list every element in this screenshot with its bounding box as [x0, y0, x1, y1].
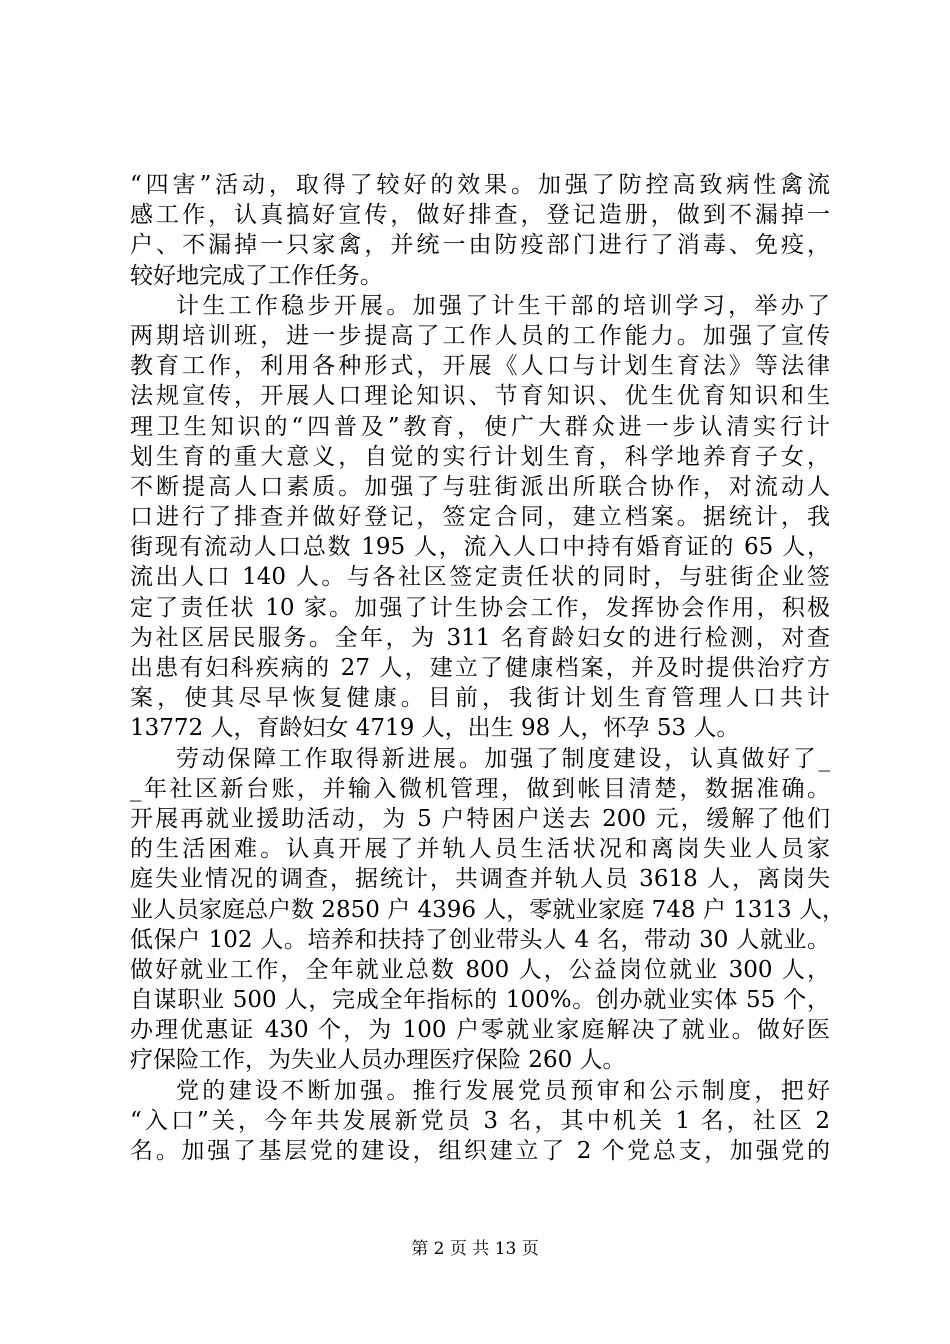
text-line: 户、不漏掉一只家禽，并统一由防疫部门进行了消毒、免疫， — [130, 232, 830, 259]
text-line: 口进行了排查并做好登记，签定合同，建立档案。据统计，我 — [130, 504, 830, 531]
text-line: 业人员家庭总户数 2850 户 4396 人，零就业家庭 748 户 1313 人， — [130, 896, 845, 923]
text-line: 出患有妇科疾病的 27 人，建立了健康档案，并及时提供治疗方 — [130, 655, 830, 681]
text-line: 不断提高人口素质。加强了与驻街派出所联合协作，对流动人 — [130, 473, 830, 500]
text-line: 庭失业情况的调查，据统计，共调查并轨人员 3618 人，离岗失 — [130, 866, 830, 893]
text-line: 较好地完成了工作任务。 — [130, 262, 383, 289]
text-line: 13772 人，育龄妇女 4719 人，出生 98 人，怀孕 53 人。 — [130, 715, 740, 742]
text-line: 流出人口 140 人。与各社区签定责任状的同时，与驻街企业签 — [130, 564, 830, 591]
paragraph-start-line: 党的建设不断加强。推行发展党员预审和公示制度，把好 — [176, 1077, 830, 1104]
text-line: 划生育的重大意义，自觉的实行计划生育，科学地养育子女， — [130, 443, 830, 470]
text-line: 低保户 102 人。培养和扶持了创业带头人 4 名，带动 30 人就业。 — [130, 926, 830, 953]
text-line: “入口”关，今年共发展新党员 3 名，其中机关 1 名，社区 2 — [130, 1107, 830, 1134]
text-line: 教育工作，利用各种形式，开展《人口与计划生育法》等法律 — [130, 353, 830, 380]
text-line: 疗保险工作，为失业人员办理医疗保险 260 人。 — [130, 1047, 626, 1074]
paragraph-start-line: 劳动保障工作取得新进展。加强了制度建设，认真做好了_ — [176, 745, 830, 772]
text-line: 感工作，认真搞好宣传，做好排查，登记造册，做到不漏掉一 — [130, 202, 830, 229]
text-line: 法规宣传，开展人口理论知识、节育知识、优生优育知识和生 — [130, 383, 830, 410]
text-line: 自谋职业 500 人，完成全年指标的 100%。创办就业实体 55 个， — [130, 987, 830, 1014]
text-line: 为社区居民服务。全年，为 311 名育龄妇女的进行检测，对查 — [130, 624, 830, 651]
text-line: 理卫生知识的“四普及”教育，使广大群众进一步认清实行计 — [130, 413, 830, 440]
text-line: 开展再就业援助活动，为 5 户特困户送去 200 元，缓解了他们 — [130, 805, 830, 832]
paragraph-start-line: 计生工作稳步开展。加强了计生干部的培训学习，举办了 — [176, 292, 830, 319]
text-line: 办理优惠证 430 个，为 100 户零就业家庭解决了就业。做好医 — [130, 1017, 830, 1044]
text-line: _年社区新台账，并输入微机管理，做到帐目清楚，数据准确。 — [130, 775, 830, 802]
text-line: 做好就业工作，全年就业总数 800 人，公益岗位就业 300 人， — [130, 956, 830, 983]
text-line: “四害”活动，取得了较好的效果。加强了防控高致病性禽流 — [130, 172, 830, 198]
text-line: 的生活困难。认真开展了并轨人员生活状况和离岗失业人员家 — [130, 836, 830, 863]
text-line: 两期培训班，进一步提高了工作人员的工作能力。加强了宣传 — [130, 322, 830, 349]
text-line: 街现有流动人口总数 195 人，流入人口中持有婚育证的 65 人， — [130, 534, 830, 561]
page-number-footer: 第 2 页 共 13 页 — [411, 1239, 539, 1259]
body-text — [130, 170, 845, 1166]
text-line: 案，使其尽早恢复健康。目前，我街计划生育管理人口共计 — [130, 685, 830, 712]
text-line: 定了责任状 10 家。加强了计生协会工作，发挥协会作用，积极 — [130, 594, 830, 621]
text-line: 名。加强了基层党的建设，组织建立了 2 个党总支，加强党的 — [130, 1138, 830, 1164]
